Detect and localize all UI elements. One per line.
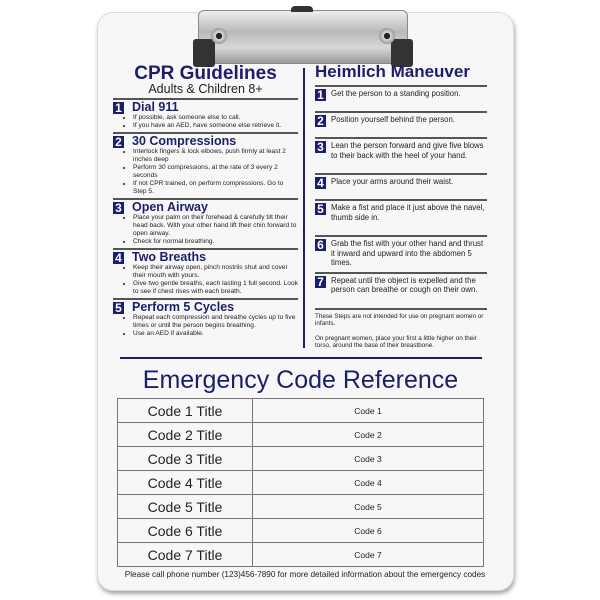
cpr-guidelines: [113, 64, 298, 340]
step-number: 3: [113, 202, 124, 214]
step-title: Perform 5 Cycles: [132, 300, 235, 314]
step-text: Grab the fist with your other hand and thrust it inward and upward into the abdomen 5 times.: [331, 239, 484, 267]
step-bullets: [113, 114, 298, 130]
code-row: [118, 399, 484, 423]
code-title: Code 3 Title: [118, 447, 253, 471]
step-number: 2: [315, 115, 326, 127]
step-text: Make a fist and place it just above the navel, thumb side in.: [331, 203, 485, 222]
heimlich-step: [315, 272, 487, 304]
code-value: Code 5: [253, 495, 484, 519]
step-title: Dial 911: [132, 100, 179, 114]
step-number: 4: [315, 177, 326, 189]
step-number: 5: [315, 203, 326, 215]
heimlich-step: [315, 111, 487, 133]
bullet: • Perform 30 compressions, at the rate of 3 every 2 seconds: [133, 164, 298, 180]
step-header: [113, 201, 298, 214]
step-bullets: [113, 314, 298, 338]
cpr-step: [113, 98, 298, 130]
bullet: • If not CPR trained, on perform compressions. Go to Step 5.: [133, 180, 298, 196]
step-number: 6: [315, 239, 326, 251]
code-value: Code 1: [253, 399, 484, 423]
code-title: Code 2 Title: [118, 423, 253, 447]
heimlich-maneuver: [315, 63, 487, 357]
step-number: 1: [113, 102, 124, 114]
step-text: Place your arms around their waist.: [331, 177, 454, 186]
bullet: • Use an AED if available.: [133, 330, 298, 338]
step-title: Two Breaths: [132, 250, 207, 264]
code-value: Code 4: [253, 471, 484, 495]
cpr-title: CPR Guidelines: [134, 63, 277, 84]
step-text: Repeat until the object is expelled and the person can breathe or cough on their own.: [331, 275, 478, 294]
code-table: [117, 398, 484, 567]
step-number: 1: [315, 89, 326, 101]
step-bullets: [113, 264, 298, 296]
heimlich-step: [315, 85, 487, 107]
heimlich-step: [315, 235, 487, 268]
bullet: • Interlock fingers & lock elbows, push firmly at least 2 inches deep: [133, 148, 298, 164]
cpr-subtitle: Adults & Children 8+: [148, 82, 263, 96]
bullet: • If possible, ask someone else to call.: [133, 114, 298, 122]
step-number: 5: [113, 302, 124, 314]
step-number: 7: [315, 276, 326, 288]
code-title: Code 5 Title: [118, 495, 253, 519]
cpr-step: [113, 248, 298, 296]
bullet: • Keep their airway open, pinch nostrils shut and cover their mouth with yours.: [133, 264, 298, 280]
clip-hanger: [291, 6, 313, 12]
code-row: [118, 471, 484, 495]
rivet-icon: [211, 28, 227, 44]
step-title: 30 Compressions: [132, 134, 237, 148]
heimlich-notes: [315, 308, 487, 350]
step-header: [113, 251, 298, 264]
bullet: • Check for normal breathing.: [133, 238, 298, 246]
code-value: Code 6: [253, 519, 484, 543]
code-row: [118, 495, 484, 519]
code-value: Code 7: [253, 543, 484, 567]
code-title: Code 6 Title: [118, 519, 253, 543]
rivet-icon: [379, 28, 395, 44]
bullet: • Repeat each compression and breathe cycles up to five times or until the person begins breathing.: [133, 314, 298, 330]
clipboard-clip: [198, 10, 408, 64]
step-bullets: [113, 214, 298, 246]
heimlich-step: [315, 137, 487, 169]
code-row: [118, 447, 484, 471]
code-title: Code 4 Title: [118, 471, 253, 495]
code-value: Code 3: [253, 447, 484, 471]
section-divider: [120, 357, 482, 359]
code-row: [118, 423, 484, 447]
reference-title: Emergency Code Reference: [142, 366, 459, 394]
step-header: [113, 301, 298, 314]
step-header: [113, 135, 298, 148]
bullet: • Give two gentle breaths, each lasting 1 full second. Look to see if chest rises with each breath.: [133, 280, 298, 296]
code-row: [118, 543, 484, 567]
note: These Steps are not intended for use on pregnant women or infants.: [315, 312, 484, 328]
column-divider: [303, 68, 305, 348]
code-title: Code 7 Title: [118, 543, 253, 567]
note: On pregnant women, place your first a little higher on their torso, around the base of their breastbone.: [315, 334, 477, 350]
footer-note: Please call phone number (123)456-7890 for more detailed information about the emergency codes: [124, 570, 486, 579]
code-value: Code 2: [253, 423, 484, 447]
step-title: Open Airway: [132, 200, 208, 214]
heimlich-title: Heimlich Maneuver: [315, 62, 470, 81]
step-number: 3: [315, 141, 326, 153]
heimlich-step: [315, 173, 487, 195]
step-text: Lean the person forward and give five blows to their back with the heel of your hand.: [331, 141, 484, 160]
step-text: Get the person to a standing position.: [331, 89, 461, 98]
cpr-step: [113, 198, 298, 246]
heimlich-step: [315, 199, 487, 231]
step-bullets: [113, 148, 298, 196]
step-text: Position yourself behind the person.: [331, 115, 455, 124]
step-number: 2: [113, 136, 124, 148]
bullet: • Place your palm on their forehead & carefully tilt their head back. With your other hand lift their chin forward to open airway.: [133, 214, 298, 238]
bullet: • If you have an AED, have someone else retrieve it.: [133, 122, 298, 130]
code-title: Code 1 Title: [118, 399, 253, 423]
code-row: [118, 519, 484, 543]
cpr-step: [113, 298, 298, 338]
step-header: [113, 101, 298, 114]
step-number: 4: [113, 252, 124, 264]
cpr-step: [113, 132, 298, 196]
